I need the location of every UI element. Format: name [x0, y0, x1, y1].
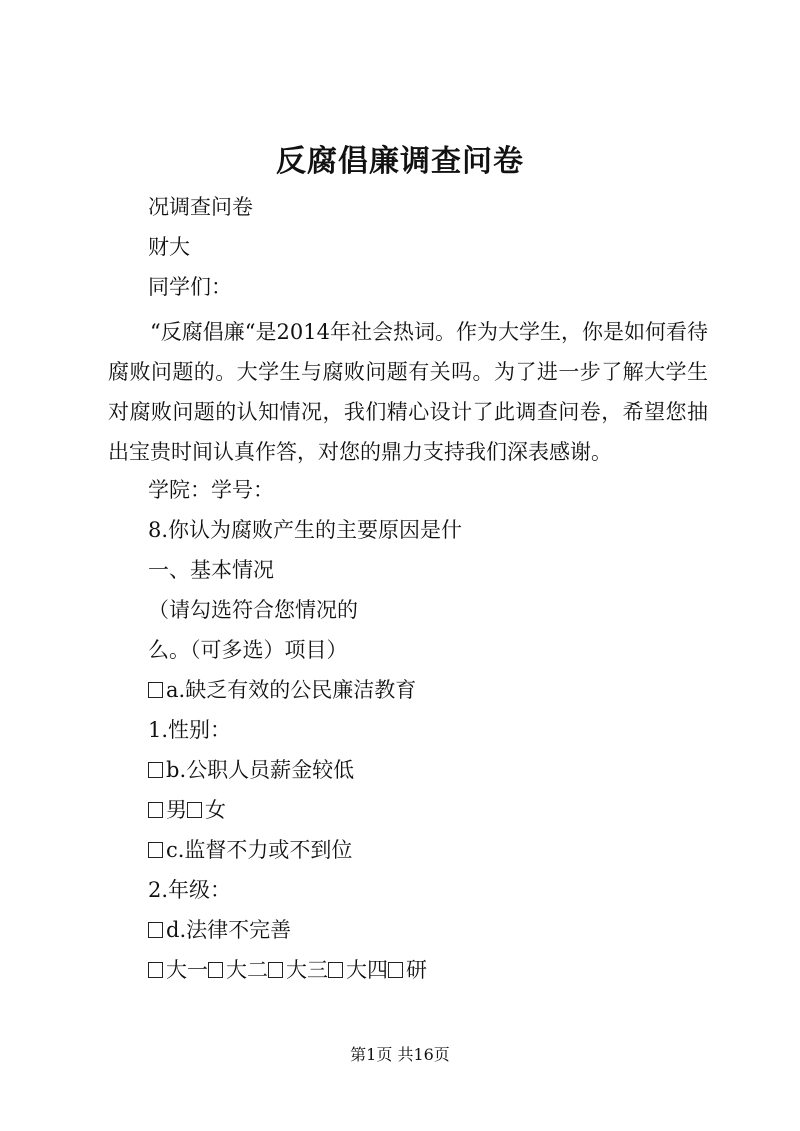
gender-options[interactable] — [148, 795, 226, 825]
text-line: 么。（可多选）项目） — [148, 638, 348, 662]
page-footer: 第1页 共16页 — [350, 1045, 450, 1064]
text-line: 财大 — [148, 235, 190, 259]
text-line: 况调查问卷 — [148, 195, 253, 219]
checkbox-icon[interactable] — [328, 962, 343, 978]
intro-paragraph: “反腐倡廉“是2014年社会热词。作为大学生，你是如何看待腐败问题的。大学生与腐败问题有关吗。为了进一步了解大学生对腐败问题的认知情况，我们精心设计了此调查问卷，希望您抽出宝贵时间认真作答，对您的鼎力支持我们深表感谢。 — [108, 320, 708, 464]
option-label: a.缺乏有效的公民廉洁教育 — [166, 678, 417, 702]
question-8: 8.你认为腐败产生的主要原因是什 — [148, 518, 463, 542]
option-label: 大三 — [286, 958, 328, 982]
text-line: （请勾选符合您情况的 — [148, 598, 358, 622]
option-label: 研 — [406, 958, 427, 982]
question-2: 2.年级： — [148, 878, 232, 902]
option-a[interactable] — [148, 675, 416, 705]
page-title: 反腐倡廉调查问卷 — [276, 144, 524, 179]
greeting: 同学们： — [148, 275, 232, 299]
checkbox-icon[interactable] — [148, 842, 163, 858]
checkbox-icon[interactable] — [148, 962, 163, 978]
checkbox-icon[interactable] — [208, 962, 223, 978]
option-label: b.公职人员薪金较低 — [166, 758, 355, 782]
checkbox-icon[interactable] — [148, 762, 163, 778]
option-label: d.法律不完善 — [166, 918, 292, 942]
option-label: 女 — [205, 798, 226, 822]
question-1: 1.性别： — [148, 718, 232, 742]
option-b[interactable] — [148, 755, 354, 785]
option-label: c.监督不力或不到位 — [166, 838, 353, 862]
option-label: 大二 — [226, 958, 268, 982]
checkbox-icon[interactable] — [148, 802, 163, 818]
checkbox-icon[interactable] — [268, 962, 283, 978]
checkbox-icon[interactable] — [388, 962, 403, 978]
text-line: 学院：学号： — [148, 478, 274, 502]
option-c[interactable] — [148, 835, 352, 865]
section-heading: 一、基本情况 — [148, 558, 274, 582]
option-d[interactable] — [148, 915, 291, 945]
checkbox-icon[interactable] — [148, 682, 163, 698]
grade-options[interactable] — [148, 955, 427, 985]
option-label: 男 — [166, 798, 187, 822]
checkbox-icon[interactable] — [148, 922, 163, 938]
option-label: 大四 — [346, 958, 388, 982]
option-label: 大一 — [166, 958, 208, 982]
checkbox-icon[interactable] — [187, 802, 202, 818]
